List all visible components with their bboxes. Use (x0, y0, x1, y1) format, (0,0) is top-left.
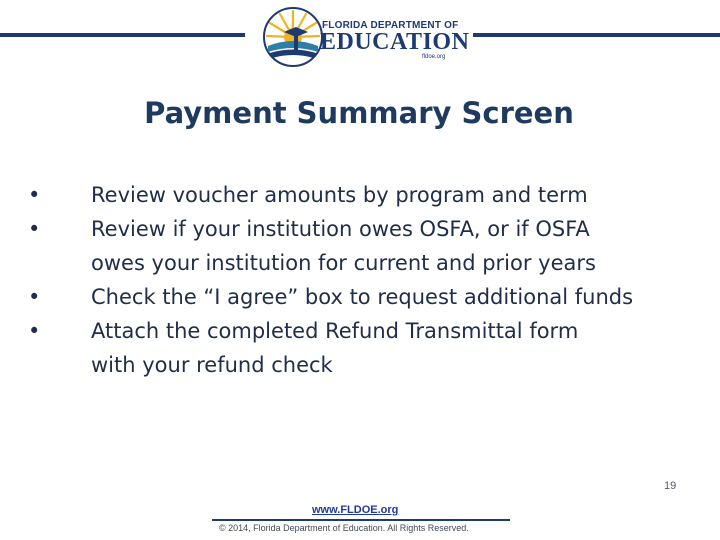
bullet-item (28, 280, 698, 314)
bullet-dot: • (28, 217, 41, 241)
logo-url: fldoe.org (422, 54, 446, 60)
bullet-line: Review if your institution owes OSFA, or if OSFA (91, 217, 590, 241)
bullet-item (28, 212, 698, 280)
logo-line-1: FLORIDA DEPARTMENT OF (322, 20, 459, 31)
sunburst-graduate-icon (262, 6, 324, 68)
bullet-line: Attach the completed Refund Transmittal form (91, 319, 579, 343)
fldoe-website-link[interactable]: www.FLDOE.org (312, 504, 399, 516)
logo-line-2: EDUCATION (320, 29, 470, 55)
page-number: 19 (664, 480, 677, 492)
bullet-line: Check the “I agree” box to request additional funds (91, 285, 634, 309)
bullet-line: Review voucher amounts by program and term (91, 183, 588, 207)
slide-title: Payment Summary Screen (144, 96, 574, 130)
bullet-dot: • (28, 285, 41, 309)
bullet-item (28, 178, 698, 212)
bullet-list (28, 178, 698, 382)
bullet-line: with your refund check (91, 353, 333, 377)
header-rule-right (473, 33, 720, 37)
bullet-dot: • (28, 183, 41, 207)
bullet-item (28, 314, 698, 382)
bullet-line: owes your institution for current and prior years (91, 251, 596, 275)
fldoe-logo (262, 6, 470, 68)
header-rule-left (0, 33, 245, 37)
bullet-dot: • (28, 319, 41, 343)
footer-rule (212, 519, 510, 521)
copyright-notice: © 2014, Florida Department of Education. All Rights Reserved. (219, 523, 469, 533)
